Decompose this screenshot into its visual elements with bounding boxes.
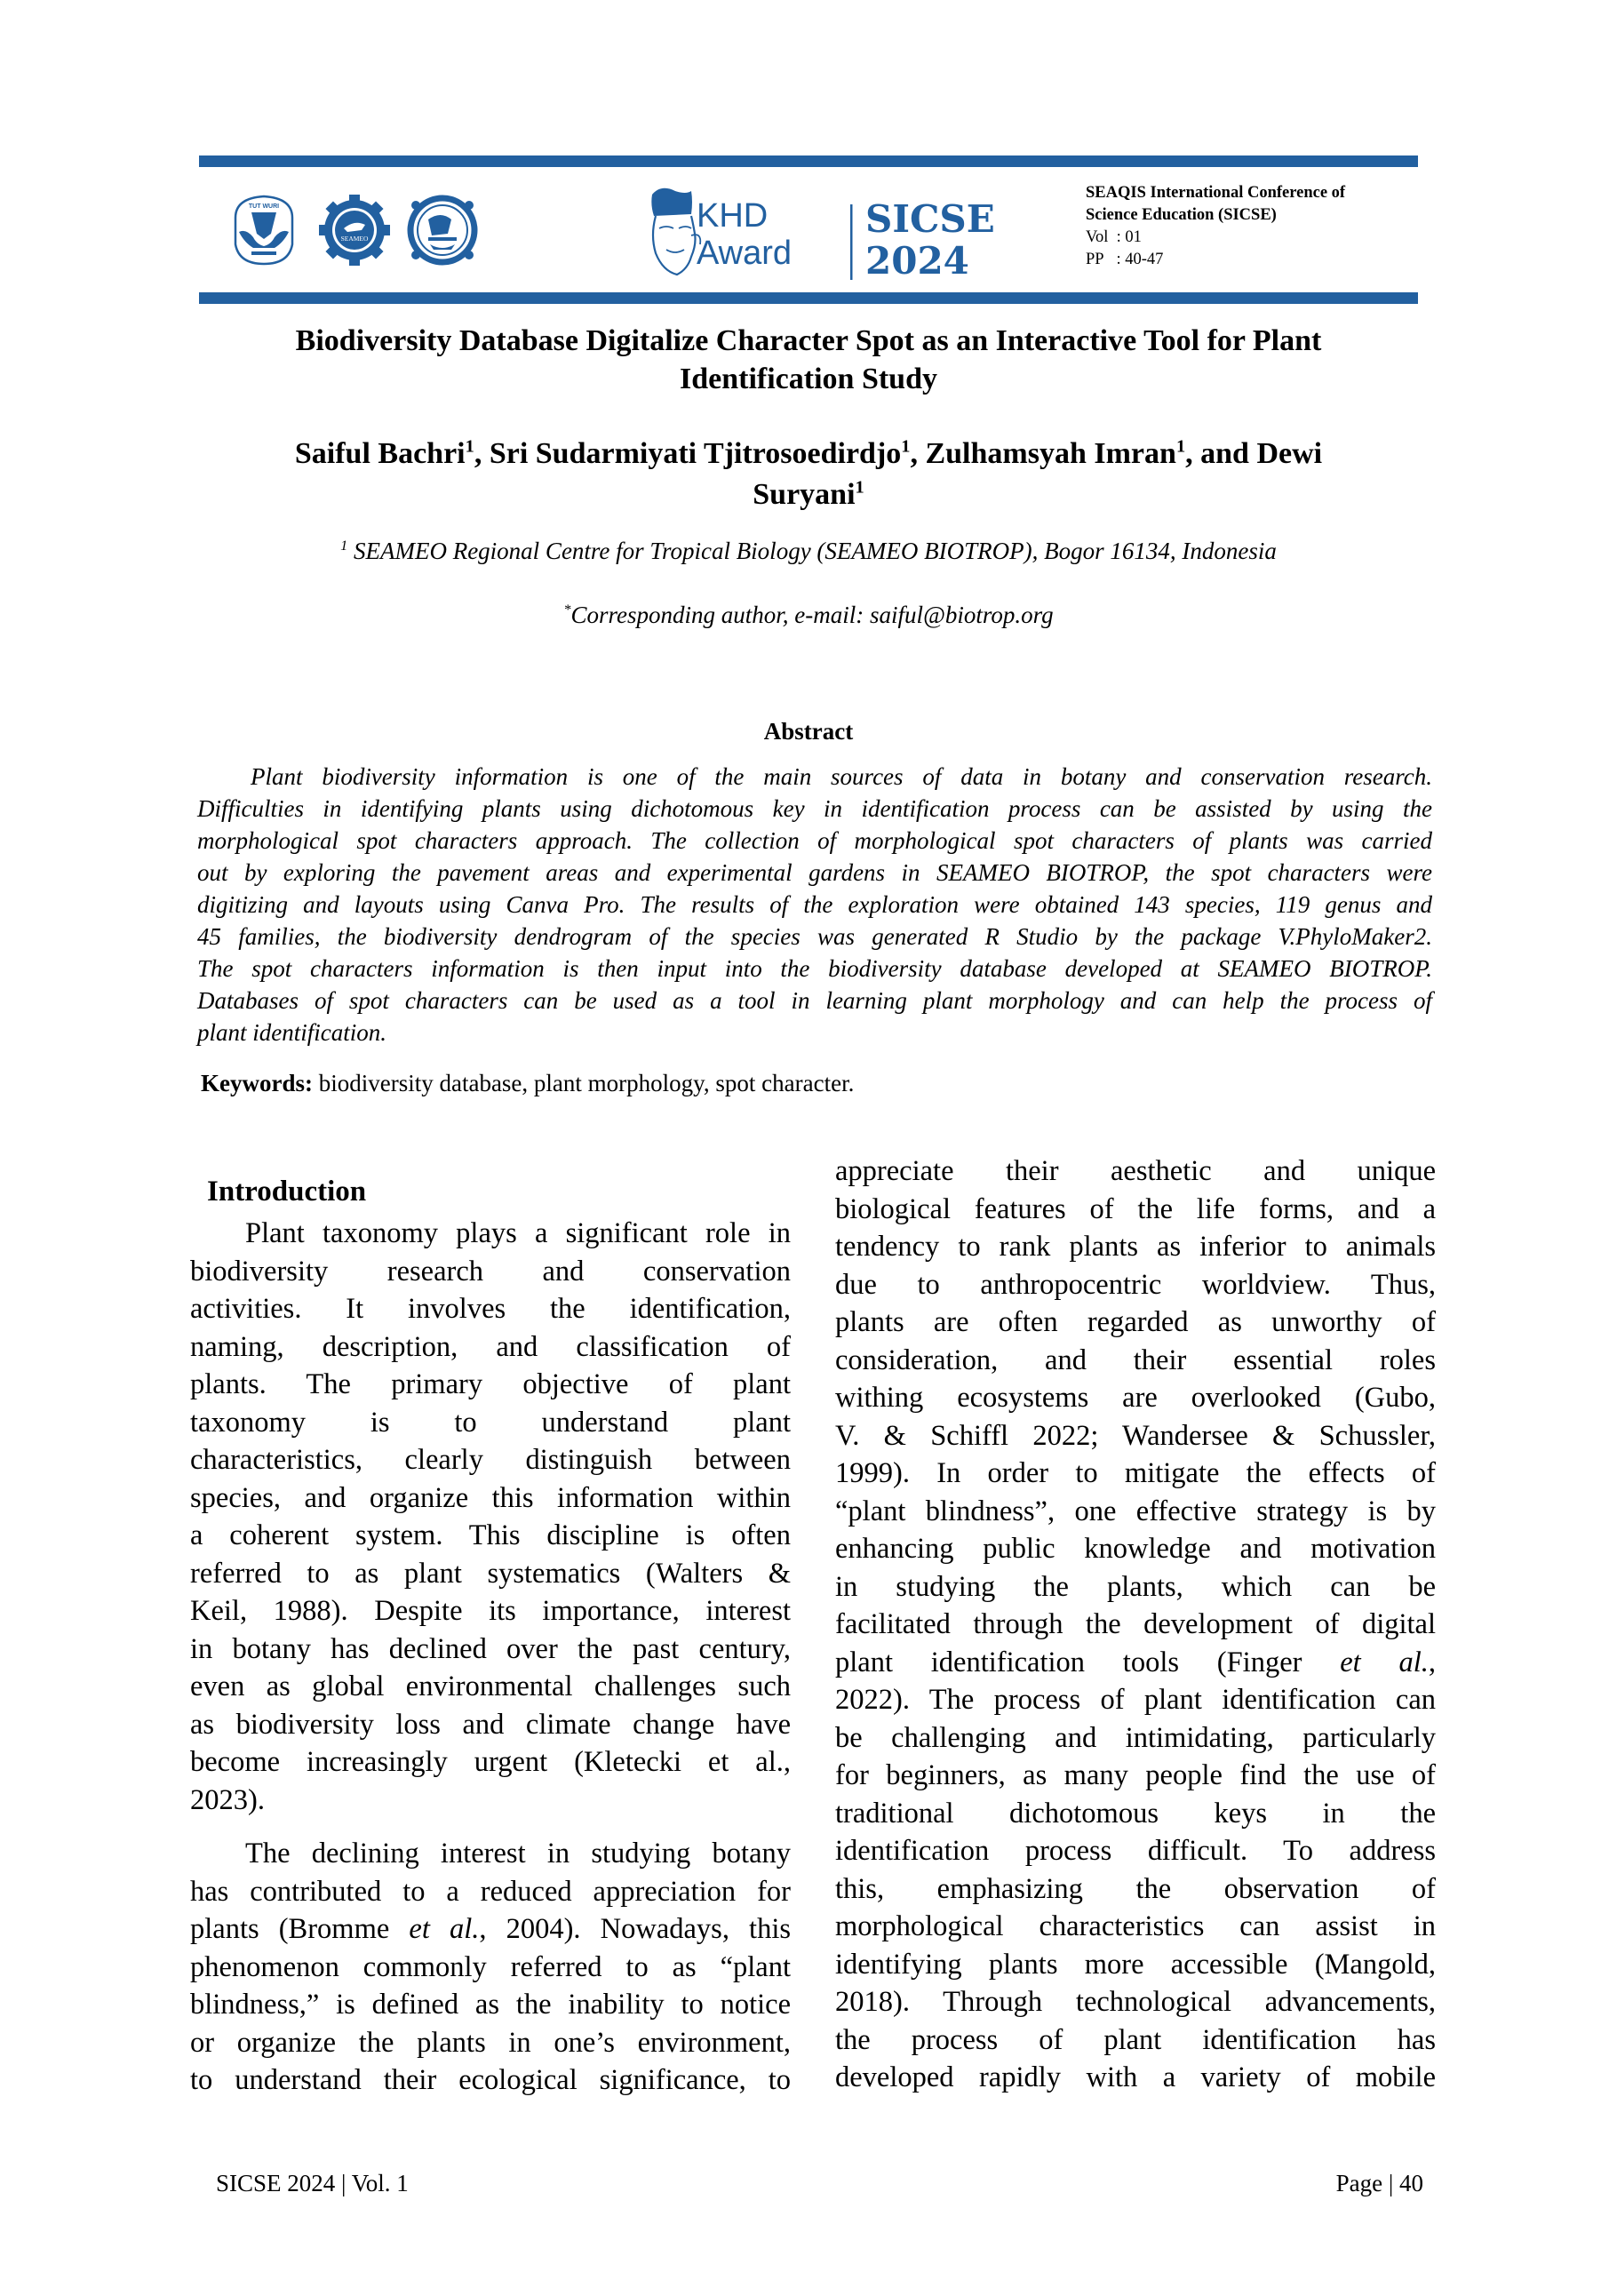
- affiliation: $^1$ SEAMEO Regional Centre for Tropical Biology (SEAMEO BIOTROP), Bogor 16134, Indonesia: [340, 538, 1277, 564]
- volume-info: Vol : 01: [1086, 228, 1142, 246]
- header-bottom-bar: [199, 292, 1418, 304]
- svg-text:KHD: KHD: [697, 197, 769, 235]
- abstract-body: Plant biodiversity information is one of the main sources of data in botany and conservation research. Difficulties in identifying plants using dichotomous key in identification process can be assisted by using the morphological spot characters approach. The collection of morphological spot characters of plants was carried out by exploring the pavement areas and experimental gardens in SEAMEO BIOTROP, the spot characters were digitizing and layouts using Canva Pro. The results of the exploration were obtained 143 species, 119 genus and 45 families, the biodiversity dendrogram of the species was generated R Studio by the package V.PhyloMaker2. The spot characters information is then input into the biodiversity database developed at SEAMEO BIOTROP. Databases of spot characters can be used as a tool in learning plant morphology and can help the process of plant identification.: [197, 763, 1432, 1046]
- svg-text:TUT WURI: TUT WURI: [248, 203, 280, 210]
- seameo-logo: [317, 193, 392, 267]
- pages-info: PP : 40-47: [1086, 251, 1164, 268]
- header-top-bar: [199, 155, 1418, 167]
- paper-title: Biodiversity Database Digitalize Character Spot as an Interactive Tool for Plant Identification Study: [295, 324, 1322, 395]
- seameo-biotrop-logo: [405, 193, 480, 267]
- khd-award-sicse-logo: [640, 182, 1013, 280]
- keywords: Keywords: biodiversity database, plant morphology, spot character.: [201, 1070, 855, 1096]
- tut-wuri-handayani-logo: [227, 193, 301, 267]
- svg-text:2024: 2024: [865, 239, 969, 280]
- khd-face-icon: [640, 182, 1013, 280]
- svg-text:SEAMEO: SEAMEO: [340, 235, 369, 243]
- author-list: Saiful Bachri$^1$, Sri Sudarmiyati Tjitrosoedirdjo$^1$, Zulhamsyah Imran$^1$, and Dewi Suryani$^1$: [294, 436, 1323, 511]
- left-column: Plant taxonomy plays a significant role in biodiversity research and conservation activities. It involves the identification, naming, description, and classification of plants. The primary objective of plant taxonomy is to understand plant characteristics, clearly distinguish between species, and organize this information within a coherent system. This discipline is often referred to as plant systematics (Walters & Keil, 1988). Despite its importance, interest in botany has declined over the past century, even as global environmental challenges such as biodiversity loss and climate change have become increasingly urgent (Kletecki et al., 2023). The declining interest in studying botany has contributed to a reduced appreciation for plants (Bromme et al., 2004). Nowadays, this phenomenon commonly referred to as “plant blindness,” is defined as the inability to notice or organize the plants in one’s environment, to understand their ecological significance, to: [190, 1217, 791, 2096]
- right-column: appreciate their aesthetic and unique biological features of the life forms, and a tendency to rank plants as inferior to animals due to anthropocentric worldview. Thus, plants are often regarded as unworthy of consideration, and their essential roles withing ecosystems are overlooked (Gubo, V. & Schiffl 2022; Wandersee & Schussler, 1999). In order to mitigate the effects of “plant blindness”, one effective strategy is by enhancing public knowledge and motivation in studying the plants, which can be facilitated through the development of digital plant identification tools (Finger et al., 2022). The process of plant identification can be challenging and intimidating, particularly for beginners, as many people find the use of traditional dichotomous keys in the identification process difficult. To address this, emphasizing the observation of morphological characteristics can assist in identifying plants more accessible (Mangold, 2018). Through technological advancements, the process of plant identification has developed rapidly with a variety of mobile: [835, 1155, 1436, 2093]
- footer-journal-volume: SICSE 2024 | Vol. 1: [216, 2170, 409, 2196]
- conference-name-line2: Science Education (SICSE): [1086, 206, 1277, 224]
- introduction-heading: Introduction: [207, 1176, 367, 1208]
- corresponding-author: *Corresponding author, e-mail: saiful@biotrop.org: [563, 602, 1054, 628]
- abstract-heading: Abstract: [763, 718, 854, 745]
- conference-name-line1: SEAQIS International Conference of: [1086, 184, 1346, 202]
- svg-text:SICSE: SICSE: [865, 197, 995, 241]
- footer-page-number: Page | 40: [1335, 2170, 1423, 2196]
- svg-text:Award: Award: [697, 235, 793, 272]
- conference-info: [1086, 182, 1345, 271]
